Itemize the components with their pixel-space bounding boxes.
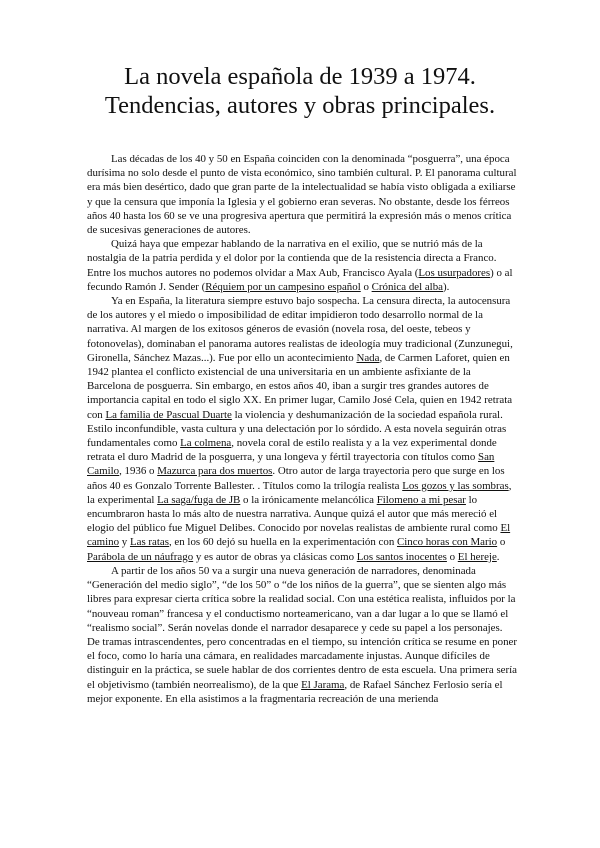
book-link-mazurca[interactable]: Mazurca para dos muertos — [157, 465, 273, 478]
book-link-nada[interactable]: Nada — [356, 351, 380, 364]
paragraph-2 — [87, 237, 517, 294]
text: ) o al fecundo Ramón J. Sender ( — [87, 266, 513, 293]
text: , en los 60 dejó su huella en la experimentación con — [168, 536, 397, 549]
document-title — [60, 62, 540, 120]
document-body — [87, 152, 517, 706]
text: Quizá haya que empezar hablando de la narrativa en el exilio, que se nutrió más de la nostalgia de la patria perdida y el dolor por la contienda que de la resistencia directa a Franco. Entre los muchos autores no podemos olvidar a Max Aub, Francisco Ayala ( — [87, 238, 497, 279]
book-link-la-colmena[interactable]: La colmena — [180, 437, 232, 450]
book-link-san-camilo[interactable]: San Camilo — [87, 451, 495, 478]
book-link-saga-fuga[interactable]: La saga/fuga de JB — [157, 493, 241, 506]
book-link-el-jarama[interactable]: El Jarama — [301, 678, 345, 691]
paragraph-4 — [87, 564, 517, 706]
text: ). — [443, 280, 450, 293]
text: , de Rafael Sánchez Ferlosio sería el mejor exponente. En ella asistimos a la fragmentaria recreación de una merienda — [87, 678, 503, 705]
title-line-2: Tendencias, autores y obras principales. — [104, 92, 496, 119]
book-link-parabola[interactable]: Parábola de un náufrago — [87, 550, 194, 563]
book-link-cinco-horas[interactable]: Cinco horas con Mario — [397, 536, 498, 549]
book-link-pascual-duarte[interactable]: La familia de Pascual Duarte — [105, 408, 232, 421]
book-link-cronica-del-alba[interactable]: Crónica del alba — [371, 280, 443, 293]
paragraph-3 — [87, 294, 517, 564]
text: A partir de los años 50 va a surgir una nueva generación de narradores, denominada “Generación del medio siglo”, “de los 50” o “de los niños de la guerra”, que se sienten algo más libres para expresar cierta crítica sobre la realidad social. Con una estética realista, influidos por la “nouveau roman” francesa y el conductismo norteamericano, van a dar lugar a lo que se llamó el “realismo social”. Serán novelas donde el narrador desaparece y cede su papel a los personajes. De tramas intrascendentes, pero concentradas en el tiempo, su intención crítica se resume en poner el foco, como lo haría una cámara, en realidades marcadamente injustas. Aunque difíciles de distinguir en la práctica, se suele hablar de dos corrientes dentro de esta escuela. Una primera sería el objetivismo (también neorrealismo), de la que — [87, 564, 518, 691]
text: Ya en España, la literatura siempre estuvo bajo sospecha. La censura directa, la autocensura de los autores y el miedo o imposibilidad de editar impidieron todo desarrollo normal de la narrativa. Al margen de los exitosos géneros de evasión (novela rosa, del oeste, tebeos y fotonovelas), dominaban el panorama autores realistas de ideología muy tradicional (Zunzunegui, Gironella, Sánchez Mazas...). Fue por ello un acontecimiento — [87, 295, 513, 364]
text: o — [497, 536, 506, 549]
text: la violencia y deshumanización de la sociedad española rural. Estilo inconfundible, vasta cultura y una delectación por lo sórdido. A esta novela seguirán otras fundamentales como — [87, 408, 507, 450]
text: , 1936 o — [119, 465, 158, 478]
text: . Otro autor de larga trayectoria pero que surge en los años 40 es Gonzalo Torrente Ballester. . Títulos como la trilogía realista — [87, 465, 505, 492]
book-link-los-usurpadores[interactable]: Los usurpadores — [418, 266, 491, 279]
book-link-el-camino[interactable]: El camino — [87, 522, 511, 549]
paragraph-1: Las décadas de los 40 y 50 en España coinciden con la denominada “posguerra”, una época durísima no solo desde el punto de vista económico, sino también cultural. P. El panorama cultural era más bien desértico, dado que gran parte de la intelectualidad se había visto obligada a exiliarse y que la censura que imponía la Iglesia y el gobierno eran severas. No obstante, desde los férreos años 40 hasta los 60 se ve una progresiva apertura que permitirá la expresión más o menos crítica de sucesivas generaciones de autores. — [87, 153, 517, 237]
book-link-gozos-sombras[interactable]: Los gozos y las sombras — [402, 479, 509, 492]
text: o — [446, 550, 458, 563]
book-link-el-hereje[interactable]: El hereje — [457, 550, 497, 563]
text: lo encumbraron hasta lo más alto de nuestra narrativa. Aunque quizá el autor que más mereció el elogio del público fue Miguel Delibes. Conocido por novelas realistas de ambiente rural como — [87, 493, 501, 535]
title-line-1: La novela española de 1939 a 1974. — [124, 63, 476, 90]
text: o — [360, 280, 372, 293]
text: , de Carmen Laforet, quien en 1942 plantea el conflicto existencial de una universitaria en un ambiente asfixiante de la Barcelona de posguerra. Sin embargo, en estos años 40, iban a surgir tres grandes autores de importancia capital en todo el siglo XX. En primer lugar, Camilo José Cela, quien en 1942 retrata con — [87, 351, 513, 421]
book-link-santos-inocentes[interactable]: Los santos inocentes — [356, 550, 447, 563]
text: , novela coral de estilo realista y a la vez experimental donde retrata el duro Madrid de la posguerra, y una longeva y fértil trayectoria con títulos como — [87, 437, 497, 464]
text: o la irónicamente melancólica — [240, 493, 377, 506]
text: . — [496, 550, 500, 563]
book-link-las-ratas[interactable]: Las ratas — [129, 536, 169, 549]
text: , la experimental — [87, 479, 512, 506]
book-link-requiem[interactable]: Réquiem por un campesino español — [205, 280, 361, 293]
text: y es autor de obras ya clásicas como — [193, 550, 357, 563]
book-link-filomeno[interactable]: Filomeno a mi pesar — [376, 493, 466, 506]
text: y — [119, 536, 130, 549]
